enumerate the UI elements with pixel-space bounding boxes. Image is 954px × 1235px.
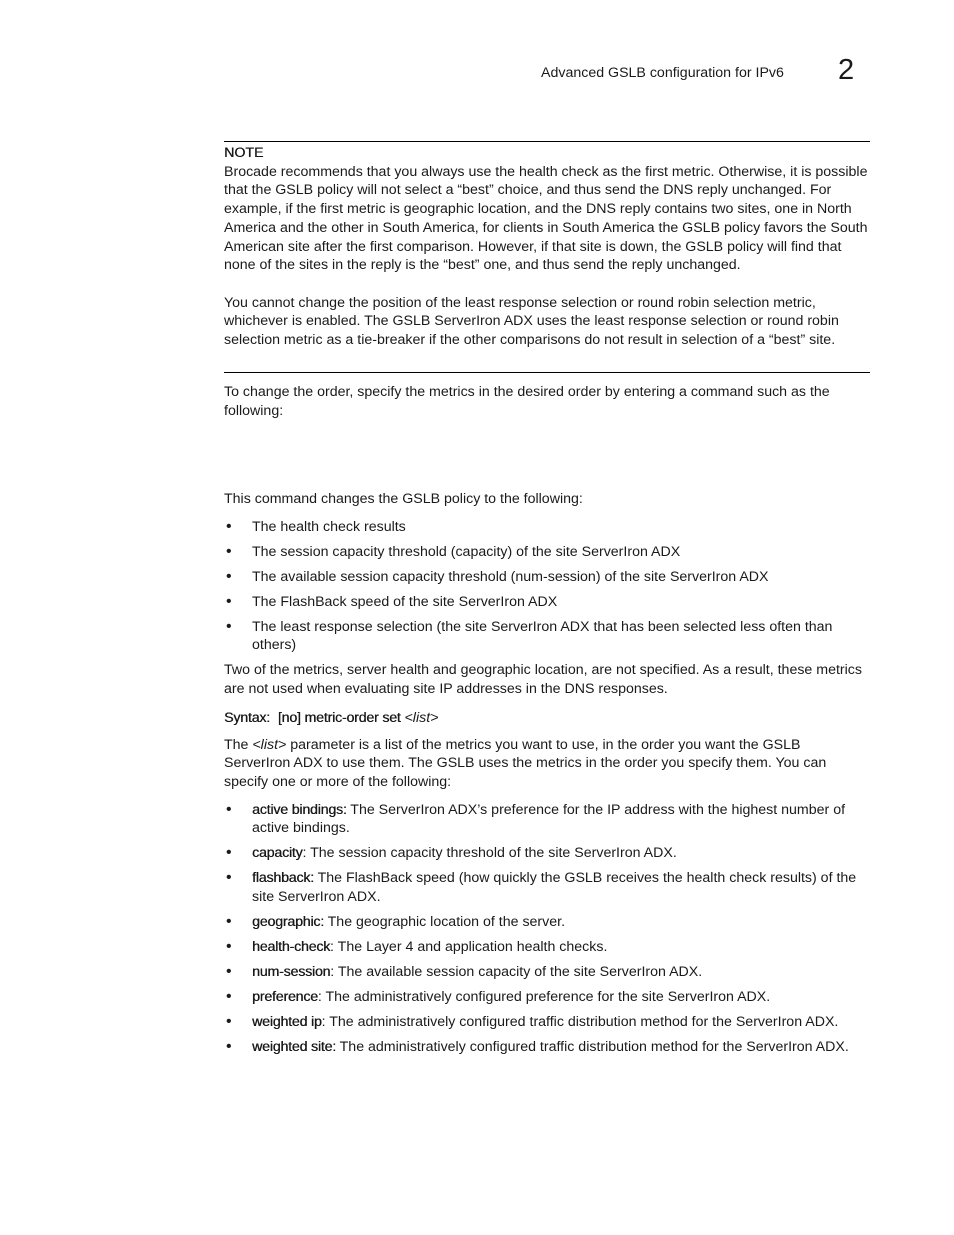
metric-item xyxy=(224,844,870,863)
body-text xyxy=(224,383,870,420)
syntax-line xyxy=(224,709,870,728)
param-name: <list> xyxy=(252,736,287,753)
metric-term: capacity xyxy=(252,845,303,862)
list-item: • The session capacity threshold (capacity) of the site ServerIron ADX xyxy=(224,543,870,562)
metric-desc: The geographic location of the server. xyxy=(323,914,566,931)
metric-desc: The ServerIron ADX’s preference for the IP address with the highest number of active bindings. xyxy=(252,801,846,837)
list-item: • The least response selection (the site ServerIron ADX that has been selected less often than others) xyxy=(224,618,870,655)
note-box xyxy=(224,144,870,350)
metric-item xyxy=(224,801,870,838)
metric-item xyxy=(224,869,870,906)
metric-term: flashback: xyxy=(252,870,314,887)
policy-section xyxy=(224,490,870,1063)
text-run: The xyxy=(224,736,253,753)
metrics-list xyxy=(224,801,870,1057)
metric-desc: : The Layer 4 and application health checks. xyxy=(330,939,608,956)
syntax-param: <list> xyxy=(404,709,439,726)
metric-term: num-session xyxy=(252,964,331,981)
metric-item xyxy=(224,963,870,982)
metric-term: weighted site: xyxy=(252,1039,336,1056)
note-top-rule xyxy=(224,141,870,142)
intro-paragraph: To change the order, specify the metrics in the desired order by entering a command such as the following: xyxy=(224,384,830,419)
metric-desc: : The administratively configured traffic distribution method for the ServerIron ADX. xyxy=(321,1014,839,1031)
syntax-command: [no] metric-order set xyxy=(277,709,401,726)
note-paragraph: Brocade recommends that you always use the health check as the first metric. Otherwise, it is possible that the GSLB policy will not select a “best” choice, and thus send the DNS reply unchanged. For example, if the first metric is geographic location, and the DNS reply contains two sites, one in North America and the other in South America, for clients in South America the GSLB policy favors the South American site after the first comparison. However, if that site is down, the GSLB policy will find that none of the sites in the reply is the “best” one, and thus send the reply unchanged. xyxy=(224,163,868,274)
syntax-label: Syntax: xyxy=(224,709,270,726)
list-item: • The FlashBack speed of the site ServerIron ADX xyxy=(224,593,870,612)
list-item: • The health check results xyxy=(224,518,870,537)
list-param-paragraph xyxy=(224,736,870,792)
policy-list xyxy=(224,518,870,655)
metric-term: active bindings: xyxy=(252,801,347,818)
chapter-number: 2 xyxy=(838,54,855,86)
metric-desc: The FlashBack speed (how quickly the GSLB receives the health check results) of the site ServerIron ADX. xyxy=(252,870,857,906)
note-paragraph: You cannot change the position of the least response selection or round robin selection metric, whichever is enabled. The GSLB ServerIron ADX uses the least response selection or round robin selection metric as a tie-breaker if the other comparisons do not result in selection of a “best” site. xyxy=(224,294,839,349)
metric-item xyxy=(224,913,870,932)
metric-item xyxy=(224,988,870,1007)
metric-item xyxy=(224,1013,870,1032)
list-item: • The available session capacity threshold (num-session) of the site ServerIron ADX xyxy=(224,568,870,587)
metric-item xyxy=(224,1038,870,1057)
metric-desc: : The administratively configured preference for the site ServerIron ADX. xyxy=(317,989,771,1006)
metric-desc: : The available session capacity of the site ServerIron ADX. xyxy=(330,964,703,981)
metric-term: preference xyxy=(252,989,318,1006)
metric-term: health-check xyxy=(252,939,331,956)
unspecified-paragraph: Two of the metrics, server health and geographic location, are not specified. As a result, these metrics are not used when evaluating site IP addresses in the DNS responses. xyxy=(224,662,862,698)
metric-desc: : The session capacity threshold of the site ServerIron ADX. xyxy=(302,845,677,862)
metric-term: geographic: xyxy=(252,914,324,931)
metric-term: weighted ip xyxy=(252,1014,322,1031)
policy-intro: This command changes the GSLB policy to the following: xyxy=(224,491,583,507)
text-run: parameter is a list of the metrics you want to use, in the order you want the GSLB ServerIron ADX to use them. The GSLB uses the metrics in the order you specify them. You can specify one or more of the following: xyxy=(224,736,827,790)
note-bottom-rule xyxy=(224,372,870,373)
metric-item xyxy=(224,938,870,957)
metric-desc: The administratively configured traffic distribution method for the ServerIron ADX. xyxy=(335,1039,849,1056)
running-header-title: Advanced GSLB configuration for IPv6 xyxy=(541,65,784,81)
note-label: NOTE xyxy=(224,145,264,161)
